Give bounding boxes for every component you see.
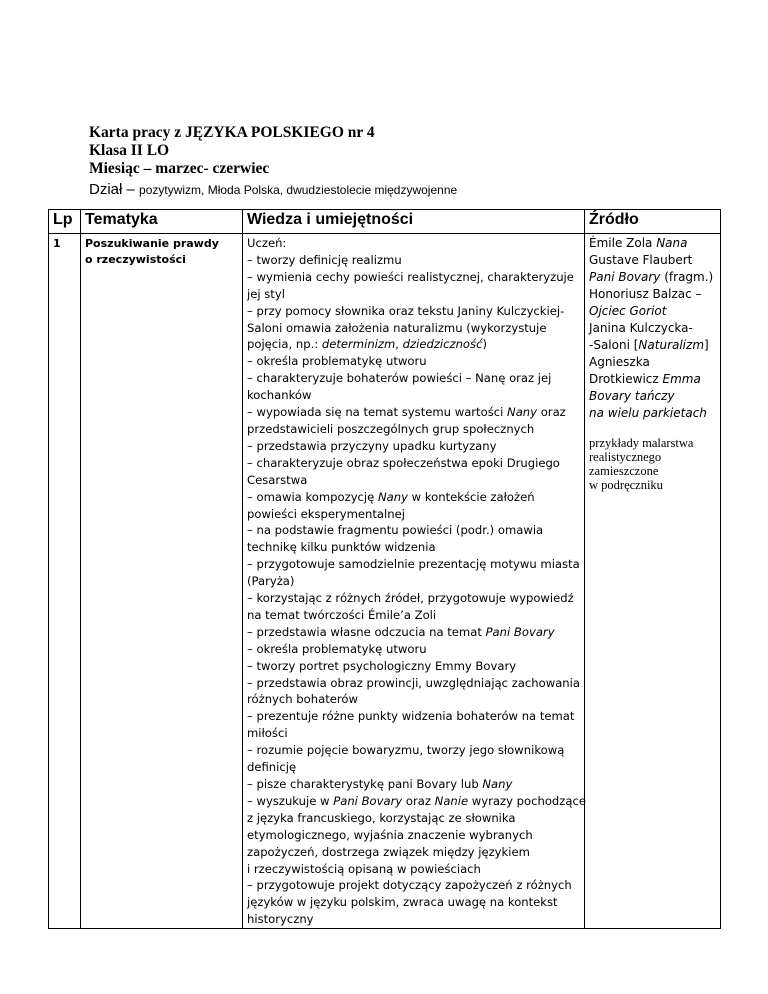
wiedza-line: języków w języku polskim, zwraca uwagę na kontekst [247,895,558,910]
month-line: Miesiąc – marzec- czerwiec [89,160,270,177]
document-header [89,124,457,200]
cell-lp: 1 [49,234,81,929]
zrodlo-line: Gustave Flaubert [589,253,693,267]
note-line: w podręczniku [589,478,663,492]
class-line: Klasa II LO [89,142,170,159]
wiedza-line: i rzeczywistością opisaną w powieściach [247,861,481,876]
dzial-label: Dział – [89,181,140,198]
note-line: realistycznego [589,450,662,464]
cell-tematyka [81,234,243,929]
wiedza-line: – wyszukuje w Pani Bovary oraz Nanie wyrazy pochodzące [247,793,586,808]
wiedza-line: – tworzy portret psychologiczny Emmy Bovary [247,658,517,673]
wiedza-line: na temat twórczości Émile’a Zoli [247,607,437,622]
wiedza-line: – na podstawie fragmentu powieści (podr.) omawia [247,523,544,538]
wiedza-line: – przedstawia obraz prowincji, uwzględniając zachowania [247,675,580,690]
zrodlo-note [589,436,720,492]
zrodlo-line: Janina Kulczycka- [589,321,693,335]
wiedza-line: etymologicznego, wyjaśnia znaczenie wybranych [247,827,533,842]
wiedza-line: definicję [247,760,297,775]
dzial-line [89,180,457,200]
note-line: zamieszczone [589,464,659,478]
wiedza-line: – rozumie pojęcie bowaryzmu, tworzy jego słownikową [247,743,565,758]
wiedza-line: Cesarstwa [247,472,308,487]
zrodlo-line: Drotkiewicz Emma [589,372,701,386]
cell-wiedza [243,234,585,929]
header-tematyka: Tematyka [81,210,243,234]
wiedza-line: technikę kilku punktów widzenia [247,540,436,555]
wiedza-line: Uczeń: [247,236,287,250]
dzial-value: pozytywizm, Młoda Polska, dwudziestolecie międzywojenne [139,183,458,197]
note-line: przykłady malarstwa [589,436,694,450]
wiedza-line: – tworzy definicję realizmu [247,252,402,267]
wiedza-line: historyczny [247,912,314,927]
wiedza-line: różnych bohaterów [247,692,358,707]
tematyka-line: Poszukiwanie prawdy [85,237,219,250]
wiedza-line: – pisze charakterystykę pani Bovary lub Nany [247,777,513,791]
wiedza-line: – wymienia cechy powieści realistycznej, charakteryzuje [247,269,574,284]
wiedza-line: z języka francuskiego, korzystając ze słownika [247,810,516,825]
wiedza-line: – przygotowuje samodzielnie prezentację motywu miasta [247,557,580,572]
wiedza-line: (Paryża) [247,574,295,589]
title-line: Karta pracy z JĘZYKA POLSKIEGO nr 4 [89,124,375,141]
wiedza-line: – przygotowuje projekt dotyczący zapożyczeń z różnych [247,878,572,893]
tematyka-line: o rzeczywistości [85,253,186,266]
zrodlo-line: Bovary tańczy [589,389,675,403]
wiedza-line: – określa problematykę utworu [247,641,427,656]
zrodlo-line: Agnieszka [589,355,650,369]
wiedza-line: – przedstawia własne odczucia na temat Pani Bovary [247,624,555,639]
header-wiedza: Wiedza i umiejętności [243,210,585,234]
wiedza-line: – charakteryzuje bohaterów powieści – Nanę oraz jej [247,371,552,386]
zrodlo-line: Ojciec Goriot [589,304,667,318]
table-row [49,234,721,929]
wiedza-line: – korzystając z różnych źródeł, przygotowuje wypowiedź [247,591,574,606]
wiedza-line: – przy pomocy słownika oraz tekstu Janiny Kulczyckiej- [247,303,565,318]
wiedza-line: – omawia kompozycję Nany w kontekście założeń [247,489,535,504]
wiedza-line: – określa problematykę utworu [247,354,427,369]
wiedza-line: – prezentuje różne punkty widzenia bohaterów na temat [247,709,575,724]
wiedza-line: – charakteryzuje obraz społeczeństwa epoki Drugiego [247,455,560,470]
wiedza-line: powieści eksperymentalnej [247,506,405,521]
wiedza-line: jej styl [247,286,285,301]
table-header-row [49,210,721,234]
curriculum-table [48,209,721,929]
wiedza-line: kochanków [247,388,312,403]
wiedza-line: pojęcia, np.: determinizm, dziedziczność) [247,337,487,352]
zrodlo-line: -Saloni [Naturalizm] [589,338,709,352]
header-zrodlo: Źródło [585,210,721,234]
header-lp: Lp [49,210,81,234]
zrodlo-line: na wielu parkietach [589,406,707,420]
zrodlo-line: Pani Bovary (fragm.) [589,270,714,284]
zrodlo-line: Honoriusz Balzac – [589,287,702,301]
wiedza-line: – przedstawia przyczyny upadku kurtyzany [247,438,497,453]
zrodlo-line: Émile Zola Nana [589,236,688,250]
wiedza-line: Saloni omawia założenia naturalizmu (wykorzystuje [247,320,547,335]
wiedza-line: miłości [247,726,288,741]
cell-zrodlo [585,234,721,929]
wiedza-line: – wypowiada się na temat systemu wartości Nany oraz [247,405,566,420]
wiedza-line: zapożyczeń, dostrzega związek między językiem [247,844,530,859]
wiedza-line: przedstawicieli poszczególnych grup społecznych [247,421,535,436]
